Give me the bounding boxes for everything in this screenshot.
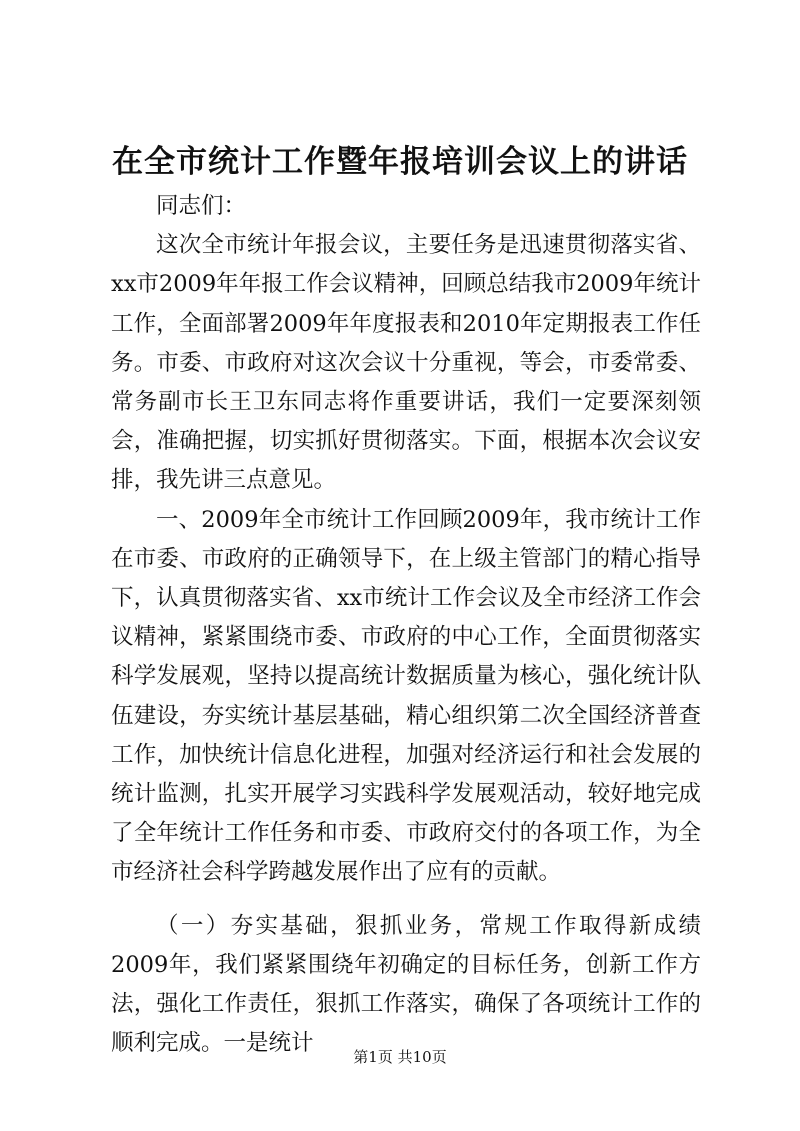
salutation: 同志们： [156, 193, 247, 219]
paragraph-section-one: （一）夯实基础，狠抓业务，常规工作取得新成绩2009年，我们紧紧围绕年初确定的目标任务，创新工作方法，强化工作责任，狠抓工作落实，确保了各项统计工作的顺利完成。一是统计 [111, 912, 701, 1057]
paragraph-intro: 这次全市统计年报会议，主要任务是迅速贯彻落实省、xx市2009年年报工作会议精神，回顾总结我市2009年统计工作，全面部署2009年年度报表和2010年定期报表工作任务。市委、市政府对这次会议十分重视，等会，市委常委、常务副市长王卫东同志将作重要讲话，我们一定要深刻领会，准确把握，切实抓好贯彻落实。下面，根据本次会议安排，我先讲三点意见。 [111, 232, 701, 494]
document-title: 在全市统计工作暨年报培训会议上的讲话 [112, 144, 688, 180]
paragraph-review: 一、2009年全市统计工作回顾2009年，我市统计工作在市委、市政府的正确领导下，在上级主管部门的精心指导下，认真贯彻落实省、xx市统计工作会议及全市经济工作会议精神，紧紧围绕市委、市政府的中心工作，全面贯彻落实科学发展观，坚持以提高统计数据质量为核心，强化统计队伍建设，夯实统计基层基础，精心组织第二次全国经济普查工作，加快统计信息化进程，加强对经济运行和社会发展的统计监测，扎实开展学习实践科学发展观活动，较好地完成了全年统计工作任务和市委、市政府交付的各项工作，为全市经济社会科学跨越发展作出了应有的贡献。 [111, 506, 701, 886]
page-number: 第1页 共10页 [353, 1048, 447, 1066]
document-body [111, 187, 701, 1063]
